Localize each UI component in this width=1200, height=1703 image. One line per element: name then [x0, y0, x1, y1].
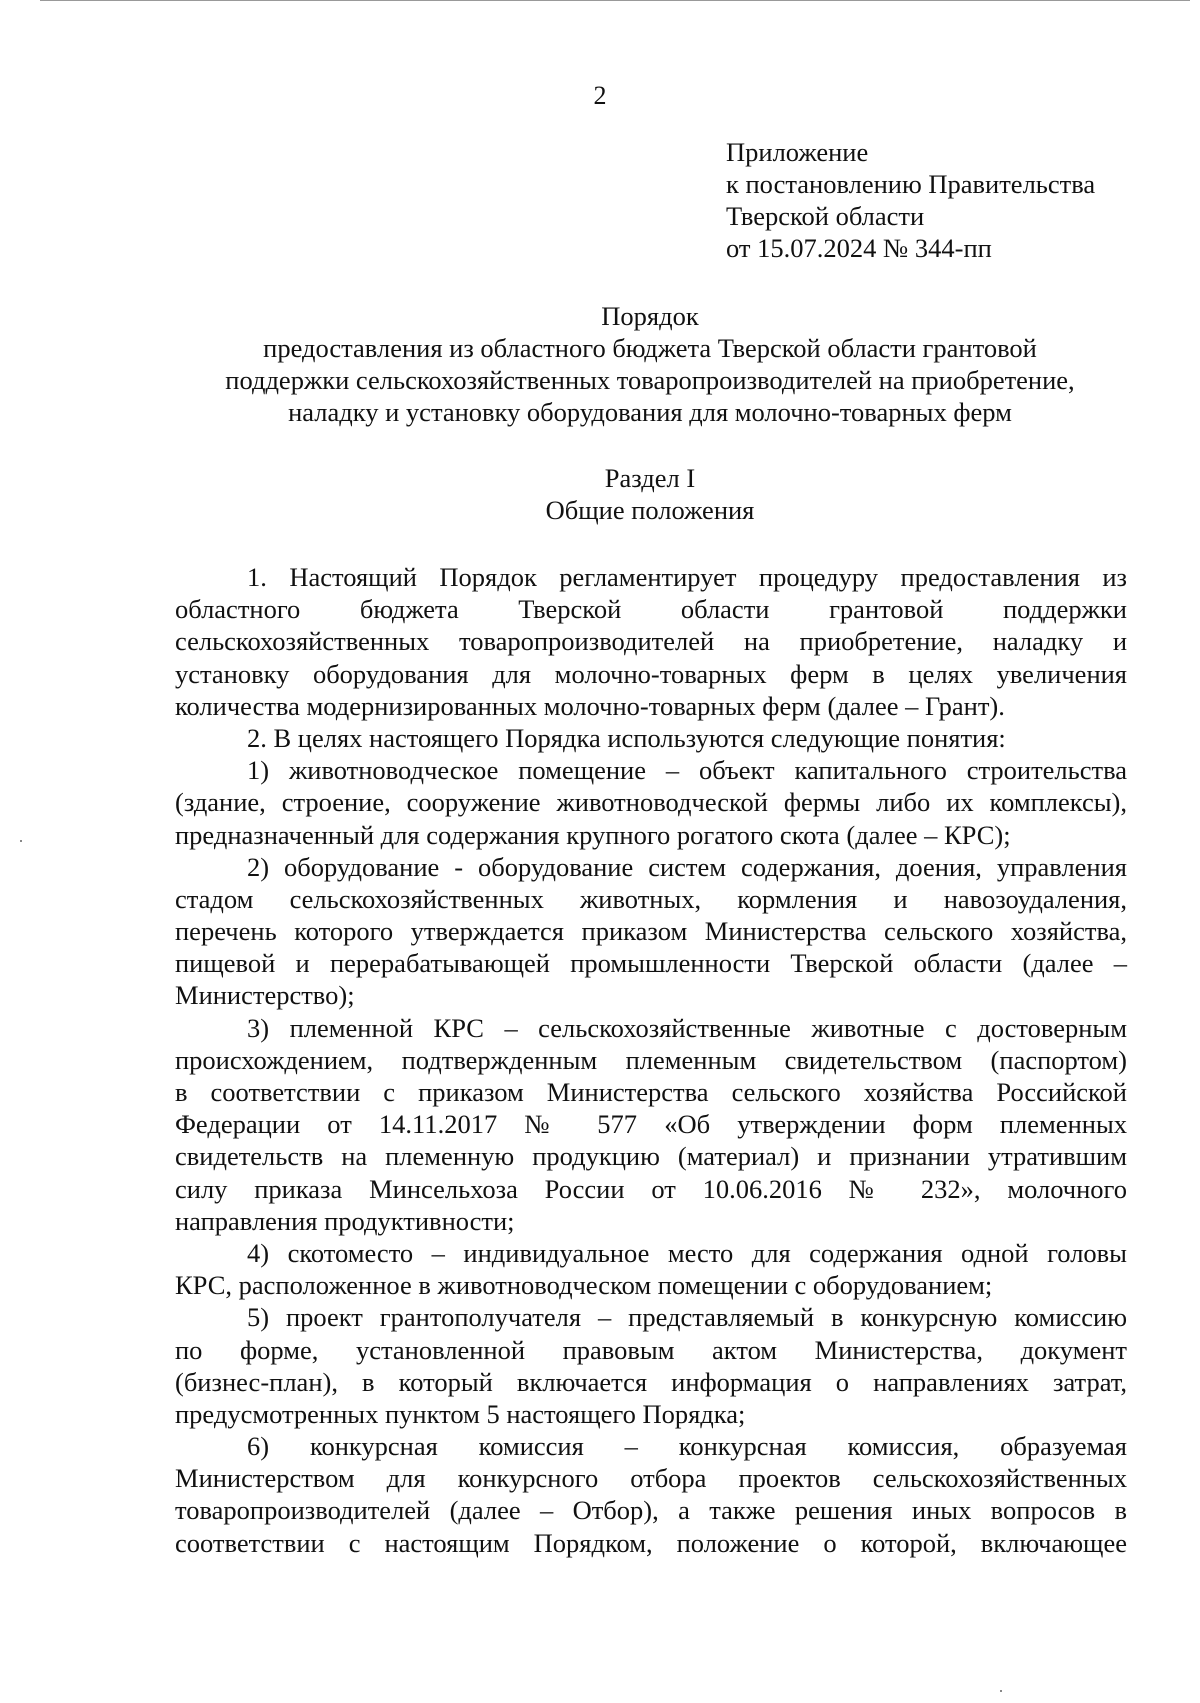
body-line: 1. Настоящий Порядок регламентирует процедуру предоставления из [247, 562, 1127, 592]
appendix-line: от 15.07.2024 № 344-пп [726, 233, 992, 263]
body-line: Министерство); [175, 980, 355, 1011]
body-line: Министерством для конкурсного отбора проектов сельскохозяйственных [175, 1463, 1127, 1494]
body-line: (здание, строение, сооружение животноводческой фермы либо их комплексы), [175, 787, 1127, 818]
body-line: Федерации от 14.11.2017 № 577 «Об утверждении форм племенных [175, 1109, 1127, 1140]
scan-speck [20, 840, 22, 842]
body-line: в соответствии с приказом Министерства сельского хозяйства Российской [175, 1077, 1127, 1107]
body-line: сельскохозяйственных товаропроизводителей на приобретение, наладку и [175, 626, 1127, 657]
body-line: 4) скотоместо – индивидуальное место для содержания одной головы [247, 1237, 1127, 1268]
body-line: 5) проект грантополучателя – представляемый в конкурсную комиссию [247, 1302, 1127, 1333]
page-number: 2 [593, 81, 607, 110]
body-line: областного бюджета Тверской области грантовой поддержки [175, 594, 1127, 625]
appendix-line: Приложение [726, 137, 869, 167]
body-line: (бизнес-план), в который включается информация о направлениях затрат, [175, 1366, 1127, 1397]
document-title [0, 300, 1200, 428]
scan-edge-line [40, 0, 1190, 1]
appendix-line: Тверской области [726, 201, 925, 231]
body-line: перечень которого утверждается приказом Министерства сельского хозяйства, [175, 916, 1127, 947]
body-line: 3) племенной КРС – сельскохозяйственные животные с достоверным [247, 1012, 1127, 1043]
body-line: силу приказа Минсельхоза России от 10.06.2016 № 232», молочного [175, 1173, 1127, 1204]
body-line: происхождением, подтвержденным племенным свидетельством (паспортом) [175, 1044, 1127, 1075]
section-number: Раздел I [604, 463, 696, 493]
body-line: соответствии с настоящим Порядком, положение о которой, включающее [175, 1527, 1127, 1558]
body-line: свидетельств на племенную продукцию (материал) и признании утратившим [175, 1141, 1127, 1172]
body-line: 6) конкурсная комиссия – конкурсная комиссия, образуемая [247, 1431, 1127, 1462]
body-line: 2) оборудование - оборудование систем содержания, доения, управления [247, 851, 1127, 882]
appendix-block [726, 136, 1095, 264]
body-line: предназначенный для содержания крупного рогатого скота (далее – КРС); [175, 819, 1011, 850]
appendix-line: к постановлению Правительства [726, 169, 1096, 199]
body-line: товаропроизводителей (далее – Отбор), а также решения иных вопросов в [175, 1495, 1127, 1526]
body-line: пищевой и перерабатывающей промышленности Тверской области (далее – [175, 948, 1127, 979]
body-line: направления продуктивности; [175, 1205, 515, 1236]
body-line: предусмотренных пунктом 5 настоящего Порядка; [175, 1398, 746, 1429]
title-line: предоставления из областного бюджета Тверской области грантовой [263, 333, 1037, 363]
title-line: поддержки сельскохозяйственных товаропроизводителей на приобретение, [225, 365, 1075, 395]
body-line: количества модернизированных молочно-товарных ферм (далее – Грант). [175, 690, 1005, 721]
body-line: 1) животноводческое помещение – объект капитального строительства [247, 755, 1127, 786]
body-line: по форме, установленной правовым актом Министерства, документ [175, 1334, 1127, 1365]
section-name: Общие положения [545, 495, 755, 525]
body-line: 2. В целях настоящего Порядка используются следующие понятия: [247, 722, 1006, 753]
body-text [175, 561, 1127, 1559]
body-line: стадом сельскохозяйственных животных, кормления и навозоудаления, [175, 883, 1127, 914]
scan-speck [1000, 1690, 1002, 1692]
title-line: наладку и установку оборудования для молочно-товарных ферм [288, 397, 1012, 427]
body-line: КРС, расположенное в животноводческом помещении с оборудованием; [175, 1270, 993, 1301]
title-line: Порядок [601, 301, 699, 331]
section-heading [0, 462, 1200, 526]
body-line: установку оборудования для молочно-товарных ферм в целях увеличения [175, 658, 1127, 689]
